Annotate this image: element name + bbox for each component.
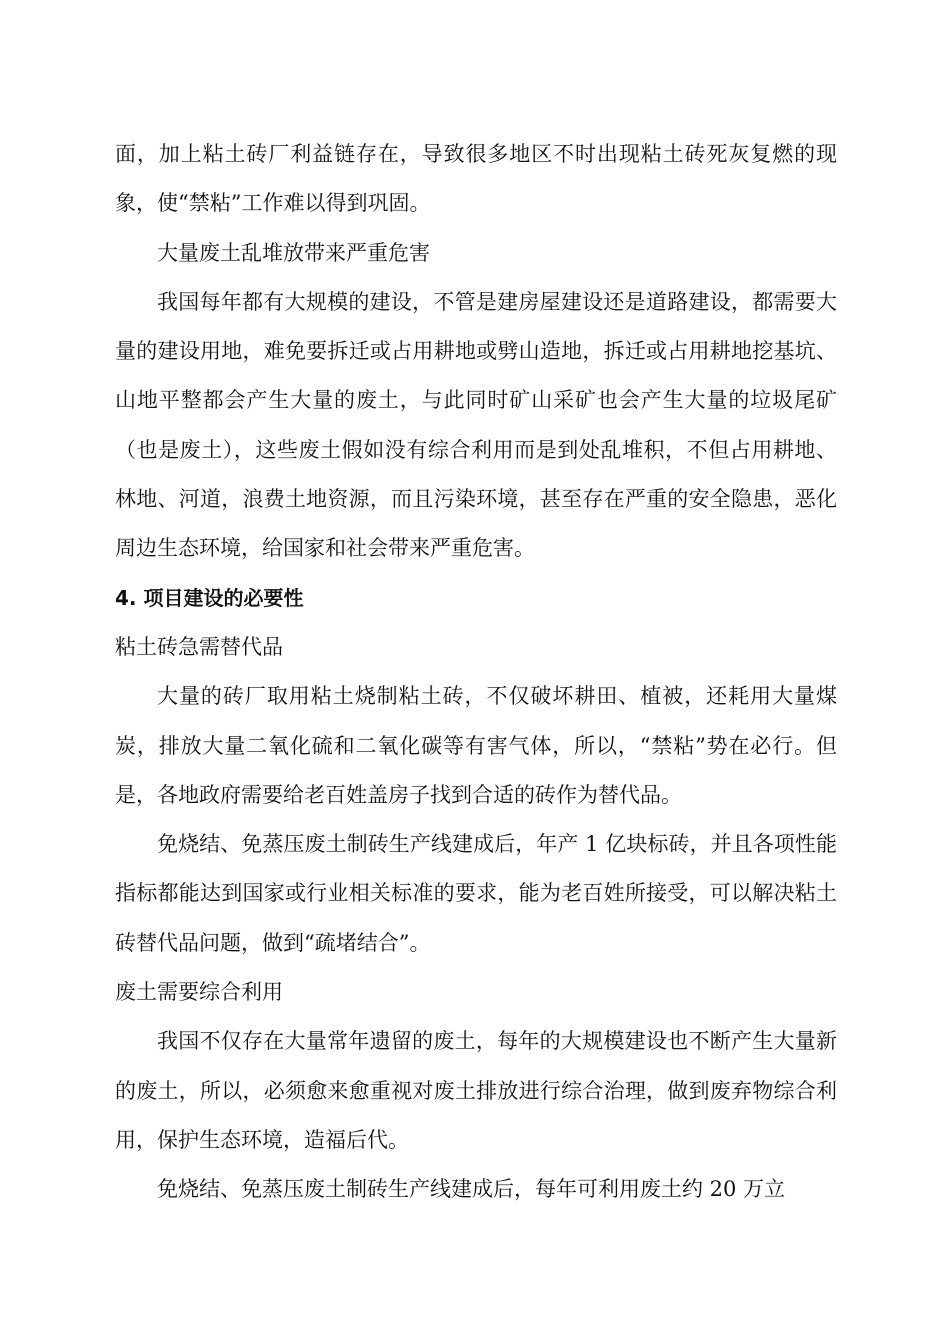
section-heading-necessity: 4. 项目建设的必要性 bbox=[115, 585, 304, 610]
paragraph-continuation: 面，加上粘土砖厂利益链存在，导致很多地区不时出现粘土砖死灰复燃的现象，使“禁粘”工作难以得到巩固。 bbox=[115, 142, 837, 216]
paragraph-production-line-output: 免烧结、免蒸压废土制砖生产线建成后，年产 1 亿块标砖，并且各项性能指标都能达到国家或行业相关标准的要求，能为老百姓所接受，可以解决粘土砖替代品问题，做到“疏堵结合”。 bbox=[115, 832, 837, 955]
paragraph-annual-waste-use: 免烧结、免蒸压废土制砖生产线建成后，每年可利用废土约 20 万立 bbox=[157, 1177, 786, 1202]
paragraph-clay-brick-damage: 大量的砖厂取用粘土烧制粘土砖，不仅破坏耕田、植被，还耗用大量煤炭，排放大量二氧化硫和二氧化碳等有害气体，所以，“禁粘”势在必行。但是，各地政府需要给老百姓盖房子找到合适的砖作为替代品。 bbox=[115, 684, 837, 807]
paragraph-waste-soil-governance: 我国不仅存在大量常年遗留的废土，每年的大规模建设也不断产生大量新的废土，所以，必须愈来愈重视对废土排放进行综合治理，做到废弃物综合利用，保护生态环境，造福后代。 bbox=[115, 1029, 837, 1152]
document-body bbox=[115, 130, 837, 1215]
paragraph-construction-waste: 我国每年都有大规模的建设，不管是建房屋建设还是道路建设，都需要大量的建设用地，难免要拆迁或占用耕地或劈山造地，拆迁或占用耕地挖基坑、山地平整都会产生大量的废土，与此同时矿山采矿也会产生大量的垃圾尾矿（也是废土），这些废土假如没有综合利用而是到处乱堆积，不但占用耕地、林地、河道，浪费土地资源，而且污染环境，甚至存在严重的安全隐患，恶化周边生态环境，给国家和社会带来严重危害。 bbox=[115, 289, 837, 561]
subheading-clay-brick-substitute: 粘土砖急需替代品 bbox=[115, 634, 283, 659]
subheading-waste-soil-hazard: 大量废土乱堆放带来严重危害 bbox=[157, 240, 430, 265]
subheading-waste-soil-utilization: 废土需要综合利用 bbox=[115, 980, 283, 1005]
